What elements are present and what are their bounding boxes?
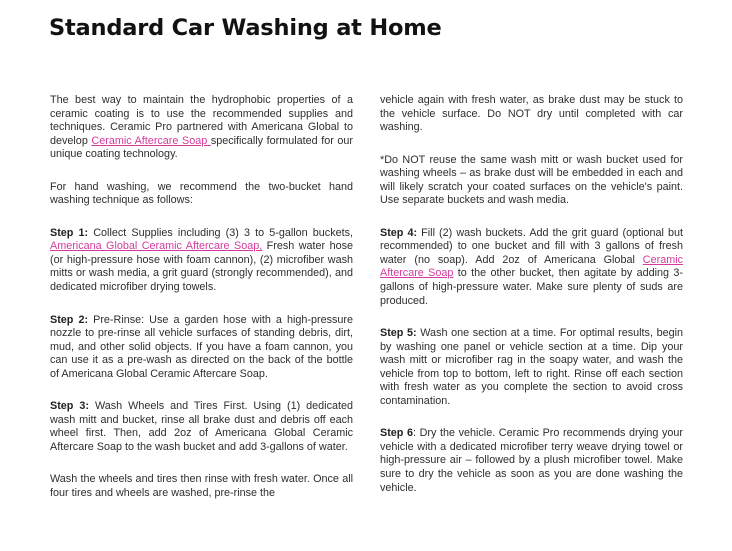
left-column	[50, 94, 353, 501]
step-6-label: Step 6	[380, 427, 413, 440]
two-bucket-paragraph: For hand washing, we recommend the two-bucket hand washing technique as follows:	[50, 180, 353, 207]
step-4-label: Step 4:	[380, 226, 418, 239]
americana-global-soap-link[interactable]: Americana Global Ceramic Aftercare Soap,	[50, 240, 263, 253]
continued-paragraph: vehicle again with fresh water, as brake dust may be stuck to the vehicle surface. Do NOT dry until completed with car washing.	[380, 94, 683, 134]
ceramic-aftercare-soap-link[interactable]: Ceramic Aftercare Soap	[91, 134, 211, 147]
step-3-label: Step 3:	[50, 400, 89, 413]
right-column	[380, 94, 683, 495]
page-title: Standard Car Washing at Home	[49, 15, 442, 41]
step-1-paragraph: Step 1: Collect Supplies including (3) 3 to 5-gallon buckets, Americana Global Ceramic Aftercare Soap, Fresh water hose (or high-pressure hose with foam cannon), (2) microfiber wash mitts or wash media, a grit guard (strongly recommended), and dedicated microfiber drying towels.	[50, 226, 353, 294]
rinse-paragraph: Wash the wheels and tires then rinse with fresh water. Once all four tires and wheels are washed, pre-rinse the	[50, 473, 353, 500]
step-2-paragraph: Step 2: Pre-Rinse: Use a garden hose with a high-pressure nozzle to pre-rinse all vehicle surfaces of standing debris, dirt, mud, and other solid objects. If you have a foam cannon, you can use it as a pre-wash as directed on the back of the bottle of Americana Global Ceramic Aftercare Soap.	[50, 313, 353, 380]
step-4-paragraph: Step 4: Fill (2) wash buckets. Add the grit guard (optional but recommended) to one bucket and fill with 3 gallons of fresh water (no soap). Add 2oz of Americana Global Ceramic Aftercare Soap to the other bucket, then agitate by adding 3-gallons of high-pressure water. Make sure plenty of suds are produced.	[380, 226, 684, 307]
step-5-label: Step 5:	[380, 327, 417, 340]
ceramic-aftercare-soap-link-2[interactable]: Ceramic Aftercare Soap	[380, 253, 683, 280]
step-6-paragraph: Step 6: Dry the vehicle. Ceramic Pro recommends drying your vehicle with a dedicated microfiber terry weave drying towel or high-pressure air – followed by a plush microfiber towel. Make sure to dry the vehicle as soon as you are done washing the vehicle.	[380, 427, 683, 494]
note-paragraph: *Do NOT reuse the same wash mitt or wash bucket used for washing wheels – as brake dust will be embedded in each and will likely scratch your coated surfaces on the vehicle's paint. Use separate buckets and wash media.	[380, 153, 683, 207]
step-5-paragraph: Step 5: Wash one section at a time. For optimal results, begin by washing one panel or vehicle section at a time. Dip your wash mitt or microfiber rag in the soapy water, and wash the vehicle from top to bottom, left to right. Rinse off each section with fresh water as you complete the section to avoid cross contamination.	[380, 327, 684, 407]
step-2-label: Step 2:	[50, 313, 89, 326]
intro-paragraph: The best way to maintain the hydrophobic properties of a ceramic coating is to use the recommended supplies and techniques. Ceramic Pro partnered with Americana Global to develop Ceramic Aftercare Soap specifically formulated for our unique coating technology.	[50, 94, 353, 161]
step-1-label: Step 1:	[50, 226, 89, 239]
step-3-paragraph: Step 3: Wash Wheels and Tires First. Using (1) dedicated wash mitt and bucket, rinse all brake dust and debris off each wheel first. Then, add 2oz of Americana Global Ceramic Aftercare Soap to the wash bucket and add 3-gallons of water.	[50, 400, 353, 453]
